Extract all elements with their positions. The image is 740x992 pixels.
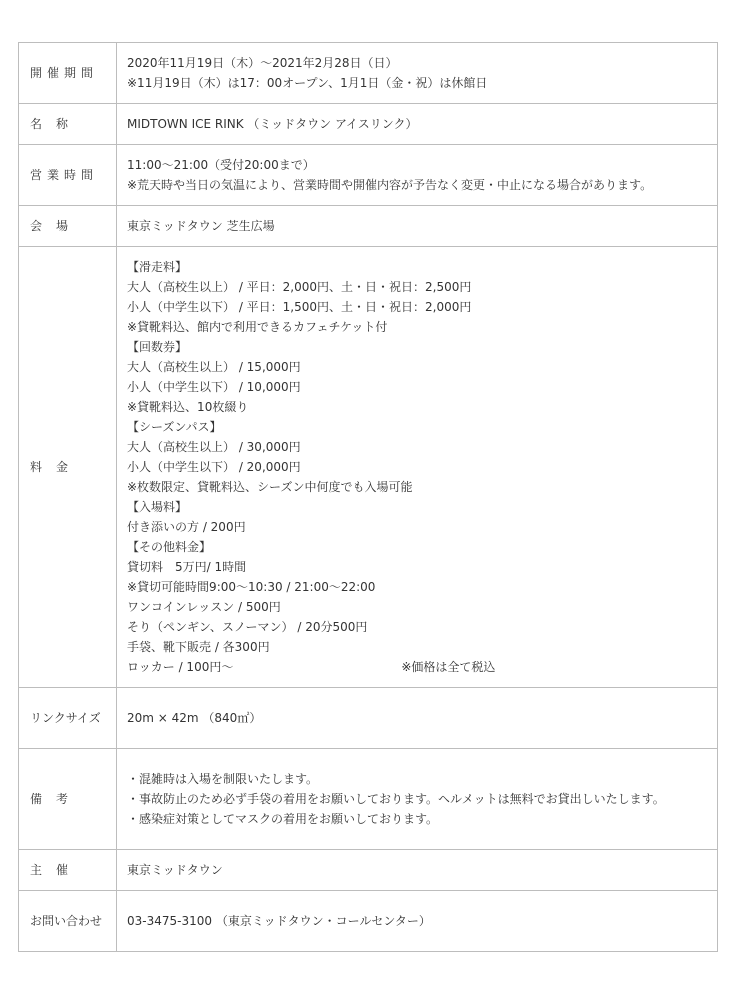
row-period-label: 開催期間 bbox=[19, 43, 117, 104]
fee-line: 【シーズンパス】 bbox=[127, 420, 222, 434]
fee-line: 手袋、靴下販売 / 各300円 bbox=[127, 640, 270, 654]
row-contact-label: お問い合わせ bbox=[19, 891, 117, 952]
fee-line: ※枚数限定、貸靴料込、シーズン中何度でも入場可能 bbox=[127, 480, 413, 494]
locker-fee: ロッカー / 100円〜 bbox=[127, 660, 234, 674]
row-rink-size-value bbox=[117, 688, 718, 749]
fee-line: 大人（高校生以上） / 30,000円 bbox=[127, 440, 301, 454]
fee-line: 小人（中学生以下） / 10,000円 bbox=[127, 380, 301, 394]
fee-line-last bbox=[127, 657, 707, 677]
row-notes-label bbox=[19, 749, 117, 850]
event-info-table bbox=[18, 42, 718, 952]
row-fee-label bbox=[19, 247, 117, 688]
note-line: ・混雑時は入場を制限いたします。 bbox=[127, 772, 319, 786]
row-contact-value bbox=[117, 891, 718, 952]
row-fee-value bbox=[117, 247, 718, 688]
label-text: 名称 bbox=[30, 117, 83, 131]
row-rink-size bbox=[19, 688, 718, 749]
fee-line: ※貸靴料込、10枚綴り bbox=[127, 400, 249, 414]
value-line: 03-3475-3100 （東京ミッドタウン・コールセンター） bbox=[127, 914, 431, 928]
row-period-value bbox=[117, 43, 718, 104]
row-venue-value bbox=[117, 206, 718, 247]
value-line: MIDTOWN ICE RINK （ミッドタウン アイスリンク） bbox=[127, 117, 418, 131]
fee-line: 【入場料】 bbox=[127, 500, 188, 514]
fee-line: 【その他料金】 bbox=[127, 540, 212, 554]
tax-note: ※価格は全て税込 bbox=[401, 660, 496, 674]
label-text: 備考 bbox=[30, 792, 83, 806]
fee-line: 貸切料 5万円/ 1時間 bbox=[127, 560, 247, 574]
row-organizer bbox=[19, 850, 718, 891]
row-organizer-label bbox=[19, 850, 117, 891]
fee-line: ワンコインレッスン / 500円 bbox=[127, 600, 281, 614]
row-hours-value bbox=[117, 145, 718, 206]
label-text: 料金 bbox=[30, 460, 83, 474]
value-line: 11:00〜21:00（受付20:00まで） bbox=[127, 158, 315, 172]
value-line: 2020年11月19日（木）〜2021年2月28日（日） bbox=[127, 56, 398, 70]
fee-line: 小人（中学生以下） / 20,000円 bbox=[127, 460, 301, 474]
fee-line: そり（ペンギン、スノーマン） / 20分500円 bbox=[127, 620, 368, 634]
fee-line: 小人（中学生以下） / 平日：1,500円、土・日・祝日：2,000円 bbox=[127, 300, 472, 314]
row-name-label bbox=[19, 104, 117, 145]
row-fee bbox=[19, 247, 718, 688]
row-hours-label: 営業時間 bbox=[19, 145, 117, 206]
row-contact bbox=[19, 891, 718, 952]
value-line: 東京ミッドタウン 芝生広場 bbox=[127, 219, 275, 233]
row-notes bbox=[19, 749, 718, 850]
fee-line: 大人（高校生以上） / 15,000円 bbox=[127, 360, 301, 374]
note-line: ・事故防止のため必ず手袋の着用をお願いしております。ヘルメットは無料でお貸出しいたします。 bbox=[127, 792, 665, 806]
row-period bbox=[19, 43, 718, 104]
value-line: ※荒天時や当日の気温により、営業時間や開催内容が予告なく変更・中止になる場合があります。 bbox=[127, 178, 653, 192]
row-organizer-value bbox=[117, 850, 718, 891]
fee-line: 付き添いの方 / 200円 bbox=[127, 520, 246, 534]
row-name bbox=[19, 104, 718, 145]
value-line: 20m × 42m （840㎡） bbox=[127, 711, 262, 725]
value-line: ※11月19日（木）は17：00オープン、1月1日（金・祝）は休館日 bbox=[127, 76, 488, 90]
row-hours bbox=[19, 145, 718, 206]
value-line: 東京ミッドタウン bbox=[127, 863, 223, 877]
fee-line: 【回数券】 bbox=[127, 340, 188, 354]
fee-line: ※貸切可能時間9:00〜10:30 / 21:00〜22:00 bbox=[127, 580, 376, 594]
fee-line: ※貸靴料込、館内で利用できるカフェチケット付 bbox=[127, 320, 388, 334]
row-venue bbox=[19, 206, 718, 247]
event-info-table-wrapper bbox=[18, 42, 718, 952]
fee-line: 大人（高校生以上） / 平日：2,000円、土・日・祝日：2,500円 bbox=[127, 280, 472, 294]
row-rink-size-label: リンクサイズ bbox=[19, 688, 117, 749]
row-venue-label bbox=[19, 206, 117, 247]
row-notes-value bbox=[117, 749, 718, 850]
label-text: 主催 bbox=[30, 863, 83, 877]
note-line: ・感染症対策としてマスクの着用をお願いしております。 bbox=[127, 812, 439, 826]
fee-line: 【滑走料】 bbox=[127, 260, 188, 274]
label-text: 会場 bbox=[30, 219, 83, 233]
row-name-value bbox=[117, 104, 718, 145]
